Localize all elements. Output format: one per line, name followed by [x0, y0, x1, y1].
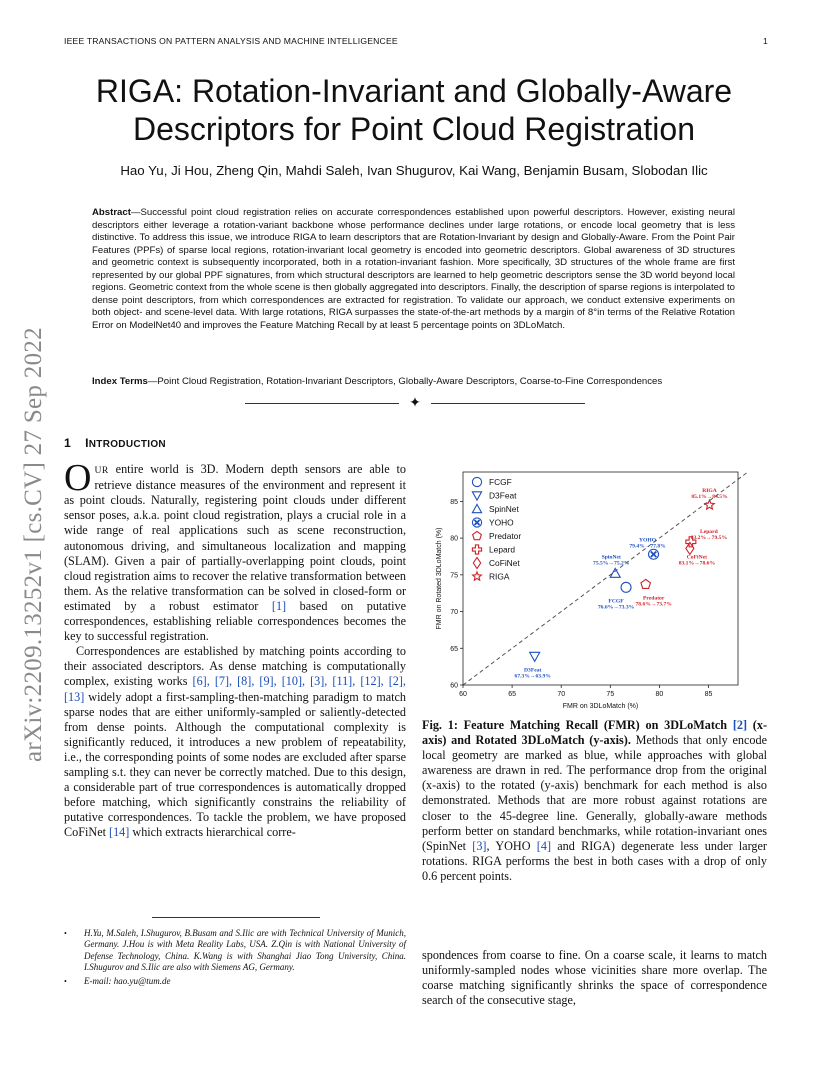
- intro-paragraph-1: [64, 457, 406, 644]
- author-list: Hao Yu, Ji Hou, Zheng Qin, Mahdi Saleh, Ivan Shugurov, Kai Wang, Benjamin Busam, Slobodan Ilic: [120, 163, 708, 178]
- footnote-bullet: •: [64, 929, 67, 938]
- legend-label-yoho: YOHO: [489, 517, 514, 528]
- abstract-text: —Successful point cloud registration relies on accurate correspondences established upon powerful descriptors. However, existing neural descriptors either leverage a rotation-variant backbone whose performance declines under large rotations, or encode local geometry that is less distinctive. To address this issue, we introduce RIGA to learn descriptors that are Rotation-Invariant by design and Globally-Aware. From the Point Pair Features (PPFs) of sparse local regions, rotation-invariant local geometry is encoded into geometric descriptors. Global awareness of 3D structures and geometric context is subsequently incorporated, both in a rotation-invariant fashion. More specifically, 3D structures of the whole frame are first represented by our global PPF signatures, from which structural descriptors are learned to help geometric descriptors sense the 3D world beyond local regions. Geometric context from the whole scene is then globally aggregated into descriptors. Finally, the description of sparse regions is interpolated to dense point descriptors, from which correspondences are extracted for registration. To validate our approach, we conduct extensive experiments on both object- and scene-level data. With large rotations, RIGA surpasses the state-of-the-art methods by a margin of 8°in terms of the Relative Rotation Error on ModelNet40 and improves the Feature Matching Recall by at least 5 percentage points on 3DLoMatch.: [92, 207, 735, 331]
- legend-label-cofinet: CoFiNet: [489, 558, 520, 568]
- citation-link[interactable]: [2]: [732, 718, 748, 732]
- point-d3feat: [530, 652, 540, 661]
- citation-link[interactable]: [4]: [536, 838, 552, 853]
- point-drop-cofinet: 83.1%→78.6%: [678, 560, 716, 567]
- section-title-initial: I: [85, 436, 89, 450]
- citation-link[interactable]: [1]: [271, 598, 287, 613]
- point-label-yoho: YOHO: [638, 537, 657, 544]
- point-spinnet: [610, 568, 620, 577]
- y-axis-label: FMR on Rotated 3DLoMatch (%): [436, 527, 443, 630]
- index-terms-label: Index Terms: [92, 376, 148, 387]
- point-drop-predator: 78.6%→73.7%: [635, 601, 672, 608]
- x-tick-label: 70: [557, 691, 566, 698]
- point-label-cofinet: CoFiNet: [686, 554, 707, 561]
- y-tick-label: 70: [450, 609, 458, 617]
- intro-p2-c: which extracts hierarchical corre-: [129, 825, 296, 840]
- legend-marker-d3feat: [472, 492, 481, 500]
- point-label-spinnet: SpinNet: [601, 554, 621, 561]
- point-label-riga: RIGA: [702, 488, 717, 495]
- legend-label-spinnet: SpinNet: [489, 504, 519, 514]
- legend-marker-cofinet: [473, 557, 480, 568]
- x-tick-label: 85: [704, 691, 713, 698]
- citation-link[interactable]: [14]: [109, 825, 130, 840]
- page-number: 1: [763, 36, 768, 46]
- fmr-scatter-chart: [423, 466, 768, 716]
- y-tick-label: 75: [450, 572, 458, 580]
- footnote-text[interactable]: E-mail: hao.yu@tum.de: [84, 975, 171, 986]
- journal-name: IEEE TRANSACTIONS ON PATTERN ANALYSIS AND MACHINE INTELLIGENCEE: [64, 36, 398, 46]
- footnote-rule: [152, 917, 320, 918]
- point-label-lepard: Lepard: [699, 528, 718, 535]
- section-divider: [245, 397, 585, 411]
- x-tick-label: 75: [606, 691, 615, 698]
- legend-marker-fcgf: [472, 477, 481, 486]
- point-fcgf: [621, 582, 631, 592]
- point-predator: [641, 579, 651, 588]
- legend-label-lepard: Lepard: [489, 544, 516, 555]
- figure-caption: [422, 718, 767, 884]
- intro-paragraph-2: [64, 644, 406, 840]
- y-tick-label: 60: [450, 682, 458, 690]
- right-column-text: spondences from coarse to fine. On a coarse scale, it learns to match uniformly-sampled nodes whose vicinities share more overlap. The coarse matching significantly shrinks the space of correspondence search of the consecutive stage,: [422, 948, 767, 1008]
- x-tick-label: 60: [459, 691, 467, 698]
- intro-p2-b: widely adopt a first-sampling-then-matching paradigm to match sparse nodes that are either uniformly-sampled or saliently-detected from dense points. Although the computational complexity is significantly reduced, it introduces a new problem of repeatability, i.e., the corresponding points of some nodes are excluded after sparse sampling s.t. they can never be correctly matched. Due to this design, a considerable part of true correspondences is automatically dropped before matching, which significantly constrains the reliability of putative correspondences. To tackle the problem, we have proposed CoFiNet: [64, 689, 406, 840]
- abstract-label: Abstract: [92, 207, 131, 218]
- legend-label-riga: RIGA: [489, 571, 510, 582]
- point-label-predator: Predator: [643, 595, 665, 602]
- divider-line-right: [431, 403, 585, 404]
- section-number: 1: [64, 436, 72, 450]
- legend-marker-yoho: [472, 518, 481, 527]
- point-drop-d3feat: 67.3%→63.9%: [514, 673, 551, 680]
- point-drop-lepard: 83.2%→79.5%: [690, 534, 728, 541]
- legend-marker-riga: [473, 572, 482, 580]
- point-drop-spinnet: 75.5%→75.2%: [593, 560, 630, 567]
- y-tick-label: 80: [450, 535, 458, 543]
- caption-text-b: , YOHO: [486, 838, 537, 853]
- section-heading: [64, 436, 406, 452]
- point-drop-yoho: 79.4%→77.8%: [629, 543, 666, 550]
- abstract: [92, 207, 735, 332]
- caption-label: Fig. 1:: [422, 718, 458, 732]
- caption-text-a: Methods that only encode local geometry are marked as blue, while approaches with global awareness are drawn in red. The performance drop from the original (x-axis) to the rotated (y-axis) benchmark for each method is also demonstrated. Methods that are more robust against rotations are closer to the 45-degree line. Generally, globally-aware methods perform better on standard benchmarks, while rotation-invariant ones (SpinNet: [422, 733, 767, 853]
- running-header: [64, 36, 768, 46]
- marker-cross: [474, 520, 479, 525]
- point-riga: [705, 500, 715, 509]
- intro-p2-a: Correspondences are established by matching points according to their associated descriptors. As dense matching is computationally complex, existing works: [64, 644, 406, 689]
- x-tick-label: 80: [655, 691, 664, 698]
- footnote-affiliations: [64, 928, 406, 974]
- legend-marker-spinnet: [472, 504, 481, 512]
- y-tick-label: 65: [450, 645, 458, 653]
- footnotes: [64, 928, 406, 989]
- x-axis-label: FMR on 3DLoMatch (%): [562, 703, 639, 710]
- footnote-bullet: •: [64, 976, 67, 986]
- y-tick-label: 85: [450, 498, 458, 506]
- legend-label-d3feat: D3Feat: [489, 490, 517, 501]
- paper-title: RIGA: Rotation-Invariant and Globally-Aware Descriptors for Point Cloud Registration: [95, 73, 733, 147]
- index-terms: [92, 376, 735, 389]
- citation-links[interactable]: [6], [7], [8], [9], [10], [3], [11], [12], [2], [13]: [64, 674, 406, 704]
- drop-cap: O: [64, 457, 92, 500]
- footnote-email: [64, 976, 406, 987]
- legend-label-predator: Predator: [489, 531, 522, 541]
- section-title-rest: NTRODUCTION: [88, 439, 166, 450]
- point-drop-fcgf: 76.6%→73.3%: [597, 604, 635, 611]
- caption-text-c: and RIGA) degenerate less under larger rotations. RIGA performs the best in both cases with a drop of only 0.6 percent points.: [422, 838, 767, 883]
- caption-bold-text: Feature Matching Recall (FMR) on 3DLoMatch: [457, 718, 733, 732]
- legend-marker-lepard: [472, 545, 481, 554]
- figure-1: [423, 466, 768, 716]
- caption-bold-tail: (x-axis) and Rotated 3DLoMatch (y-axis).: [422, 718, 768, 748]
- point-label-d3feat: D3Feat: [523, 667, 542, 674]
- legend-label-fcgf: FCGF: [489, 477, 512, 487]
- intro-smallcaps: UR: [94, 465, 109, 477]
- divider-line-left: [245, 403, 399, 404]
- arxiv-identifier[interactable]: arXiv:2209.13252v1 [cs.CV] 27 Sep 2022: [20, 327, 47, 762]
- citation-link[interactable]: [3]: [472, 838, 487, 853]
- divider-ornament: ✦: [409, 396, 421, 411]
- footnote-text: H.Yu, M.Saleh, I.Shugurov, B.Busam and S.Ilic are with Technical University of Munich, Germany. J.Hou is with Meta Reality Labs, USA. Z.Qin is with National University of Defense Technology, China. K.Wang is with Shanghai Jiao Tong University, China. I.Shugurov and S.Ilic are also with Siemens AG, Germany.: [84, 928, 406, 973]
- marker-cross: [651, 552, 657, 558]
- point-yoho: [649, 549, 659, 559]
- left-column: [64, 436, 406, 840]
- intro-p1-text: entire world is 3D. Modern depth sensors are able to retrieve distance measures of the environment and represent it as point clouds. Naturally, registering point clouds under different sensor poses, a.k.a. point cloud registration, plays a crucial role in a wide range of real applications such as scene reconstruction, autonomous driving, and simultaneous localization and mapping (SLAM). Given a pair of partially-overlapping point clouds, point cloud registration aims to recover the relative transformation between them. As the relative transformation can be solved in closed-form or estimated by a robust estimator: [64, 462, 406, 613]
- x-tick-label: 65: [508, 691, 517, 698]
- point-label-fcgf: FCGF: [608, 598, 624, 605]
- intro-p1-tail: based on putative correspondences, establishing reliable correspondences becomes the key to successful registration.: [64, 598, 406, 644]
- legend-marker-predator: [473, 531, 482, 539]
- index-terms-text: —Point Cloud Registration, Rotation-Invariant Descriptors, Globally-Aware Descriptors, Coarse-to-Fine Correspondences: [147, 376, 663, 387]
- point-drop-riga: 85.1%→84.5%: [691, 494, 728, 501]
